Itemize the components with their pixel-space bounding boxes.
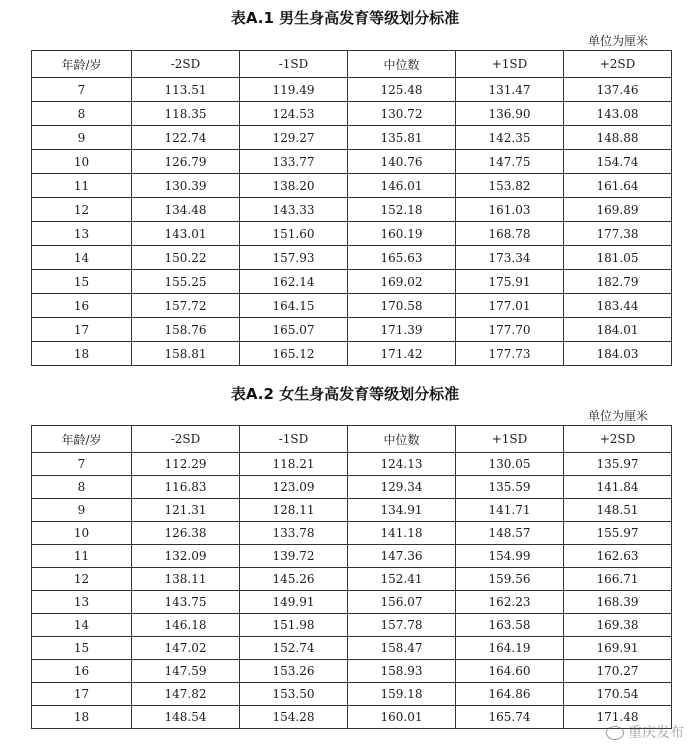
watermark-text: 重庆发布 — [628, 725, 684, 741]
value-cell: 147.75 — [456, 150, 564, 174]
table-row — [32, 568, 672, 591]
table1-title: 表A.1 男生身高发育等级划分标准 — [230, 9, 460, 27]
table-row — [32, 453, 672, 476]
value-cell: 141.18 — [348, 522, 456, 545]
value-cell: 181.05 — [564, 246, 672, 270]
value-cell: 171.48 — [564, 706, 672, 729]
table-header-row — [32, 51, 672, 78]
age-cell: 14 — [32, 614, 132, 637]
age-cell: 16 — [32, 660, 132, 683]
table-row — [32, 270, 672, 294]
table-row — [32, 78, 672, 102]
value-cell: 159.56 — [456, 568, 564, 591]
value-cell: 124.53 — [240, 102, 348, 126]
value-cell: 168.39 — [564, 591, 672, 614]
column-header: -1SD — [240, 426, 348, 453]
value-cell: 184.01 — [564, 318, 672, 342]
table1-unit: 单位为厘米 — [587, 34, 648, 48]
value-cell: 149.91 — [240, 591, 348, 614]
age-cell: 13 — [32, 591, 132, 614]
age-cell: 15 — [32, 637, 132, 660]
value-cell: 147.59 — [132, 660, 240, 683]
value-cell: 165.74 — [456, 706, 564, 729]
value-cell: 153.50 — [240, 683, 348, 706]
table-row — [32, 683, 672, 706]
value-cell: 126.38 — [132, 522, 240, 545]
table-row — [32, 222, 672, 246]
value-cell: 164.15 — [240, 294, 348, 318]
value-cell: 169.38 — [564, 614, 672, 637]
value-cell: 171.42 — [348, 342, 456, 366]
age-cell: 8 — [32, 476, 132, 499]
value-cell: 143.33 — [240, 198, 348, 222]
value-cell: 140.76 — [348, 150, 456, 174]
value-cell: 158.81 — [132, 342, 240, 366]
age-cell: 15 — [32, 270, 132, 294]
value-cell: 123.09 — [240, 476, 348, 499]
column-header: -2SD — [132, 426, 240, 453]
table2-unit: 单位为厘米 — [587, 409, 648, 423]
value-cell: 129.27 — [240, 126, 348, 150]
column-header: 中位数 — [348, 426, 456, 453]
table-row — [32, 522, 672, 545]
value-cell: 158.76 — [132, 318, 240, 342]
value-cell: 142.35 — [456, 126, 564, 150]
table-row — [32, 174, 672, 198]
value-cell: 177.70 — [456, 318, 564, 342]
value-cell: 118.35 — [132, 102, 240, 126]
value-cell: 170.54 — [564, 683, 672, 706]
value-cell: 130.05 — [456, 453, 564, 476]
value-cell: 164.60 — [456, 660, 564, 683]
value-cell: 135.59 — [456, 476, 564, 499]
value-cell: 165.07 — [240, 318, 348, 342]
value-cell: 137.46 — [564, 78, 672, 102]
column-header: +1SD — [456, 51, 564, 78]
value-cell: 166.71 — [564, 568, 672, 591]
column-header: +1SD — [456, 426, 564, 453]
value-cell: 153.82 — [456, 174, 564, 198]
value-cell: 121.31 — [132, 499, 240, 522]
table-header-row — [32, 426, 672, 453]
table-row — [32, 476, 672, 499]
value-cell: 152.18 — [348, 198, 456, 222]
value-cell: 141.84 — [564, 476, 672, 499]
age-cell: 18 — [32, 706, 132, 729]
age-cell: 10 — [32, 522, 132, 545]
value-cell: 128.11 — [240, 499, 348, 522]
value-cell: 151.98 — [240, 614, 348, 637]
value-cell: 158.47 — [348, 637, 456, 660]
value-cell: 177.01 — [456, 294, 564, 318]
table-row — [32, 126, 672, 150]
value-cell: 119.49 — [240, 78, 348, 102]
value-cell: 134.48 — [132, 198, 240, 222]
value-cell: 138.20 — [240, 174, 348, 198]
value-cell: 183.44 — [564, 294, 672, 318]
table-row — [32, 660, 672, 683]
value-cell: 147.36 — [348, 545, 456, 568]
table-row — [32, 637, 672, 660]
table-row — [32, 246, 672, 270]
age-cell: 13 — [32, 222, 132, 246]
age-cell: 12 — [32, 568, 132, 591]
value-cell: 157.78 — [348, 614, 456, 637]
value-cell: 154.74 — [564, 150, 672, 174]
value-cell: 147.02 — [132, 637, 240, 660]
value-cell: 169.02 — [348, 270, 456, 294]
value-cell: 165.63 — [348, 246, 456, 270]
value-cell: 132.09 — [132, 545, 240, 568]
value-cell: 133.77 — [240, 150, 348, 174]
column-header: 年龄/岁 — [32, 426, 132, 453]
value-cell: 164.19 — [456, 637, 564, 660]
age-cell: 11 — [32, 545, 132, 568]
age-cell: 16 — [32, 294, 132, 318]
value-cell: 143.75 — [132, 591, 240, 614]
girls-height-table — [31, 425, 672, 729]
value-cell: 177.38 — [564, 222, 672, 246]
age-cell: 7 — [32, 78, 132, 102]
value-cell: 170.27 — [564, 660, 672, 683]
value-cell: 148.88 — [564, 126, 672, 150]
value-cell: 135.97 — [564, 453, 672, 476]
value-cell: 161.64 — [564, 174, 672, 198]
boys-height-table — [31, 50, 672, 366]
value-cell: 155.97 — [564, 522, 672, 545]
age-cell: 18 — [32, 342, 132, 366]
value-cell: 146.18 — [132, 614, 240, 637]
table-row — [32, 342, 672, 366]
value-cell: 169.89 — [564, 198, 672, 222]
table-row — [32, 545, 672, 568]
column-header: +2SD — [564, 426, 672, 453]
value-cell: 135.81 — [348, 126, 456, 150]
age-cell: 8 — [32, 102, 132, 126]
value-cell: 173.34 — [456, 246, 564, 270]
value-cell: 124.13 — [348, 453, 456, 476]
value-cell: 148.51 — [564, 499, 672, 522]
table-row — [32, 591, 672, 614]
value-cell: 129.34 — [348, 476, 456, 499]
value-cell: 147.82 — [132, 683, 240, 706]
watermark — [606, 722, 684, 742]
table-row — [32, 198, 672, 222]
value-cell: 154.99 — [456, 545, 564, 568]
value-cell: 182.79 — [564, 270, 672, 294]
value-cell: 152.74 — [240, 637, 348, 660]
column-header: 中位数 — [348, 51, 456, 78]
value-cell: 154.28 — [240, 706, 348, 729]
value-cell: 156.07 — [348, 591, 456, 614]
value-cell: 150.22 — [132, 246, 240, 270]
table-row — [32, 499, 672, 522]
table-row — [32, 150, 672, 174]
table-row — [32, 318, 672, 342]
column-header: -1SD — [240, 51, 348, 78]
weibo-icon — [606, 726, 624, 740]
value-cell: 160.19 — [348, 222, 456, 246]
table-row — [32, 102, 672, 126]
value-cell: 133.78 — [240, 522, 348, 545]
age-cell: 9 — [32, 499, 132, 522]
value-cell: 153.26 — [240, 660, 348, 683]
value-cell: 116.83 — [132, 476, 240, 499]
value-cell: 161.03 — [456, 198, 564, 222]
value-cell: 157.72 — [132, 294, 240, 318]
table2-title: 表A.2 女生身高发育等级划分标准 — [230, 385, 460, 403]
value-cell: 143.08 — [564, 102, 672, 126]
value-cell: 155.25 — [132, 270, 240, 294]
value-cell: 152.41 — [348, 568, 456, 591]
age-cell: 10 — [32, 150, 132, 174]
value-cell: 148.54 — [132, 706, 240, 729]
age-cell: 14 — [32, 246, 132, 270]
column-header: +2SD — [564, 51, 672, 78]
value-cell: 171.39 — [348, 318, 456, 342]
value-cell: 122.74 — [132, 126, 240, 150]
value-cell: 145.26 — [240, 568, 348, 591]
value-cell: 146.01 — [348, 174, 456, 198]
value-cell: 169.91 — [564, 637, 672, 660]
table-row — [32, 706, 672, 729]
value-cell: 158.93 — [348, 660, 456, 683]
age-cell: 17 — [32, 683, 132, 706]
table-row — [32, 614, 672, 637]
value-cell: 162.63 — [564, 545, 672, 568]
value-cell: 134.91 — [348, 499, 456, 522]
value-cell: 136.90 — [456, 102, 564, 126]
value-cell: 130.72 — [348, 102, 456, 126]
column-header: -2SD — [132, 51, 240, 78]
value-cell: 148.57 — [456, 522, 564, 545]
value-cell: 131.47 — [456, 78, 564, 102]
value-cell: 151.60 — [240, 222, 348, 246]
value-cell: 168.78 — [456, 222, 564, 246]
value-cell: 113.51 — [132, 78, 240, 102]
age-cell: 11 — [32, 174, 132, 198]
value-cell: 130.39 — [132, 174, 240, 198]
value-cell: 126.79 — [132, 150, 240, 174]
value-cell: 139.72 — [240, 545, 348, 568]
value-cell: 157.93 — [240, 246, 348, 270]
value-cell: 177.73 — [456, 342, 564, 366]
value-cell: 162.23 — [456, 591, 564, 614]
column-header: 年龄/岁 — [32, 51, 132, 78]
value-cell: 159.18 — [348, 683, 456, 706]
value-cell: 143.01 — [132, 222, 240, 246]
value-cell: 141.71 — [456, 499, 564, 522]
value-cell: 184.03 — [564, 342, 672, 366]
age-cell: 17 — [32, 318, 132, 342]
value-cell: 118.21 — [240, 453, 348, 476]
value-cell: 125.48 — [348, 78, 456, 102]
value-cell: 163.58 — [456, 614, 564, 637]
value-cell: 165.12 — [240, 342, 348, 366]
age-cell: 7 — [32, 453, 132, 476]
age-cell: 12 — [32, 198, 132, 222]
value-cell: 138.11 — [132, 568, 240, 591]
value-cell: 170.58 — [348, 294, 456, 318]
table-row — [32, 294, 672, 318]
value-cell: 175.91 — [456, 270, 564, 294]
value-cell: 112.29 — [132, 453, 240, 476]
value-cell: 164.86 — [456, 683, 564, 706]
age-cell: 9 — [32, 126, 132, 150]
value-cell: 160.01 — [348, 706, 456, 729]
value-cell: 162.14 — [240, 270, 348, 294]
